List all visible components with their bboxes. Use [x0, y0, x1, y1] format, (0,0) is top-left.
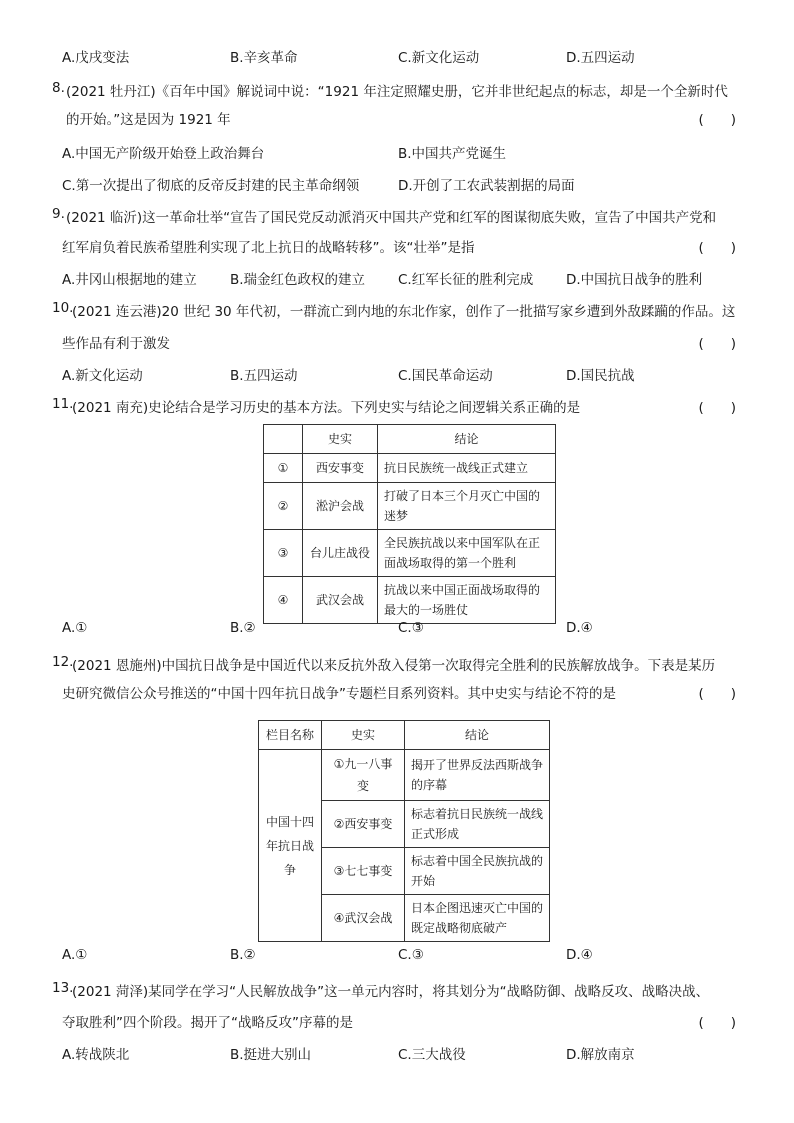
- q12-table: [258, 720, 550, 942]
- q13-option-a[interactable]: A.转战陕北: [62, 1047, 130, 1063]
- table-cell: 武汉会战: [303, 577, 378, 624]
- q13-number: 13.: [52, 980, 74, 996]
- q11-answer-paren[interactable]: ( ): [698, 400, 736, 416]
- table-cell: 全民族抗战以来中国军队在正面战场取得的第一个胜利: [378, 530, 556, 577]
- q9-option-c[interactable]: C.红军长征的胜利完成: [398, 272, 534, 288]
- q8-answer-paren[interactable]: ( ): [698, 112, 736, 128]
- table-cell: ③七七事变: [322, 848, 405, 895]
- q12-number: 12.: [52, 654, 74, 670]
- table-cell: 标志着抗日民族统一战线正式形成: [405, 801, 550, 848]
- q13-stem-line2: 夺取胜利”四个阶段。揭开了“战略反攻”序幕的是: [62, 1015, 353, 1031]
- q13-stem-line1: (2021 菏泽)某同学在学习“人民解放战争”这一单元内容时，将其划分为“战略防御、战略反攻、战略决战、: [72, 984, 710, 1000]
- q8-option-c[interactable]: C.第一次提出了彻底的反帝反封建的民主革命纲领: [62, 178, 360, 194]
- q12-option-a[interactable]: A.①: [62, 947, 88, 963]
- table-header-row: [264, 425, 556, 454]
- q10-answer-paren[interactable]: ( ): [698, 336, 736, 352]
- q12-stem-line2: 史研究微信公众号推送的“中国十四年抗日战争”专题栏目系列资料。其中史实与结论不符的是: [62, 686, 616, 702]
- q8-option-a[interactable]: A.中国无产阶级开始登上政治舞台: [62, 146, 265, 162]
- q11-table: [263, 424, 556, 624]
- q12-option-b[interactable]: B.②: [230, 947, 256, 963]
- q8-stem-line1: (2021 牡丹江)《百年中国》解说词中说：“1921 年注定照耀史册，它并非世纪起点的标志，却是一个全新时代: [66, 84, 728, 100]
- table-header-cell: 栏目名称: [259, 721, 322, 750]
- table-cell: ②: [264, 483, 303, 530]
- q7-option-d[interactable]: D.五四运动: [566, 50, 635, 66]
- table-cell: ④: [264, 577, 303, 624]
- table-row: [259, 750, 550, 801]
- table-cell: 淞沪会战: [303, 483, 378, 530]
- table-cell: ②西安事变: [322, 801, 405, 848]
- table-cell: ③: [264, 530, 303, 577]
- q9-option-b[interactable]: B.瑞金红色政权的建立: [230, 272, 366, 288]
- table-header-cell: 史实: [322, 721, 405, 750]
- q9-answer-paren[interactable]: ( ): [698, 240, 736, 256]
- table-cell: 抗日民族统一战线正式建立: [378, 454, 556, 483]
- table-cell: 打破了日本三个月灭亡中国的迷梦: [378, 483, 556, 530]
- q13-option-c[interactable]: C.三大战役: [398, 1047, 466, 1063]
- table-header-cell: 结论: [378, 425, 556, 454]
- q9-stem-line2: 红军肩负着民族希望胜利实现了北上抗日的战略转移”。该“壮举”是指: [62, 240, 475, 256]
- q11-option-c[interactable]: C.③: [398, 620, 424, 636]
- table-cell: ①九一八事变: [322, 750, 405, 801]
- table-cell: 揭开了世界反法西斯战争的序幕: [405, 750, 550, 801]
- q13-option-b[interactable]: B.挺进大别山: [230, 1047, 312, 1063]
- q7-option-b[interactable]: B.辛亥革命: [230, 50, 298, 66]
- q13-answer-paren[interactable]: ( ): [698, 1015, 736, 1031]
- table-header-row: [259, 721, 550, 750]
- table-header-cell: 结论: [405, 721, 550, 750]
- q12-option-d[interactable]: D.④: [566, 947, 593, 963]
- table-cell: 日本企图迅速灭亡中国的既定战略彻底破产: [405, 895, 550, 942]
- q13-option-d[interactable]: D.解放南京: [566, 1047, 635, 1063]
- table-cell: 抗战以来中国正面战场取得的最大的一场胜仗: [378, 577, 556, 624]
- q9-option-a[interactable]: A.井冈山根据地的建立: [62, 272, 197, 288]
- table-row: [264, 454, 556, 483]
- q11-number: 11.: [52, 396, 74, 412]
- table-cell: 西安事变: [303, 454, 378, 483]
- q10-number: 10.: [52, 300, 74, 316]
- q9-number: 9.: [52, 206, 65, 222]
- q11-option-d[interactable]: D.④: [566, 620, 593, 636]
- table-row: [264, 530, 556, 577]
- q10-stem-line2: 些作品有利于激发: [62, 336, 170, 352]
- q11-stem-line1: (2021 南充)史论结合是学习历史的基本方法。下列史实与结论之间逻辑关系正确的是: [72, 400, 581, 416]
- q12-stem-line1: (2021 恩施州)中国抗日战争是中国近代以来反抗外敌入侵第一次取得完全胜利的民族解放战争。下表是某历: [72, 658, 716, 674]
- table-cell: ①: [264, 454, 303, 483]
- q8-number: 8.: [52, 80, 65, 96]
- q10-option-d[interactable]: D.国民抗战: [566, 368, 635, 384]
- q11-option-a[interactable]: A.①: [62, 620, 88, 636]
- q8-option-d[interactable]: D.开创了工农武装割据的局面: [398, 178, 575, 194]
- q12-option-c[interactable]: C.③: [398, 947, 424, 963]
- q10-option-b[interactable]: B.五四运动: [230, 368, 298, 384]
- table-cell: ④武汉会战: [322, 895, 405, 942]
- q7-option-c[interactable]: C.新文化运动: [398, 50, 480, 66]
- table-merged-cell: 中国十四年抗日战争: [259, 750, 322, 942]
- table-header-cell: [264, 425, 303, 454]
- table-cell: 标志着中国全民族抗战的开始: [405, 848, 550, 895]
- q10-stem-line1: (2021 连云港)20 世纪 30 年代初，一群流亡到内地的东北作家，创作了一批描写家乡遭到外敌蹂躏的作品。这: [72, 304, 736, 320]
- q8-stem-line2: 的开始。”这是因为 1921 年: [66, 112, 231, 128]
- table-header-cell: 史实: [303, 425, 378, 454]
- q7-option-a[interactable]: A.戊戌变法: [62, 50, 130, 66]
- q9-option-d[interactable]: D.中国抗日战争的胜利: [566, 272, 703, 288]
- q11-option-b[interactable]: B.②: [230, 620, 256, 636]
- table-row: [264, 483, 556, 530]
- q9-stem-line1: (2021 临沂)这一革命壮举“宣告了国民党反动派消灭中国共产党和红军的图谋彻底失败，宣告了中国共产党和: [66, 210, 717, 226]
- q10-option-a[interactable]: A.新文化运动: [62, 368, 143, 384]
- q12-answer-paren[interactable]: ( ): [698, 686, 736, 702]
- table-row: [264, 577, 556, 624]
- q8-option-b[interactable]: B.中国共产党诞生: [398, 146, 507, 162]
- q10-option-c[interactable]: C.国民革命运动: [398, 368, 493, 384]
- table-cell: 台儿庄战役: [303, 530, 378, 577]
